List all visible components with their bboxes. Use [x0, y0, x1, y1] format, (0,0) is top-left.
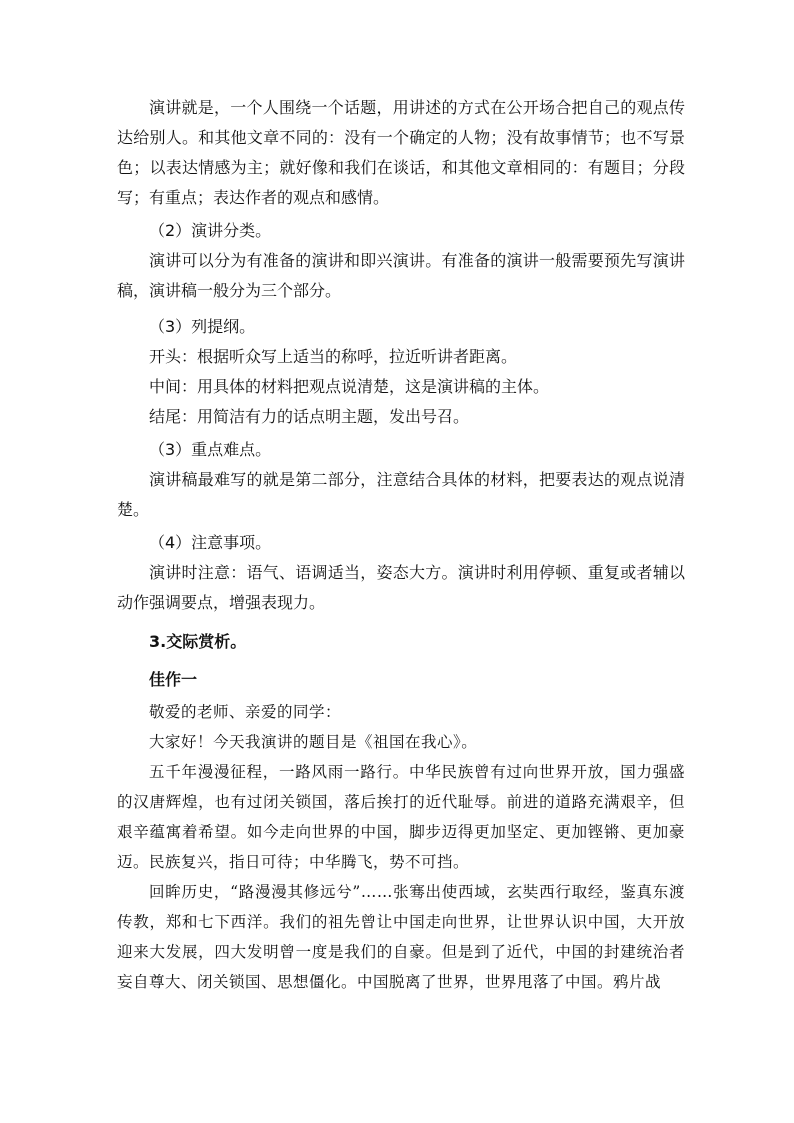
classify-paragraph: 演讲可以分为有准备的演讲和即兴演讲。有准备的演讲一般需要预先写演讲稿，演讲稿一般分为三个部分。 — [117, 251, 685, 300]
section-title-classify: （2）演讲分类。 — [149, 221, 272, 240]
outline-middle: 中间：用具体的材料把观点说清楚，这是演讲稿的主体。 — [149, 377, 550, 396]
notes-paragraph: 演讲时注意：语气、语调适当，姿态大方。演讲时利用停顿、重复或者辅以动作强调要点，增强表现力。 — [117, 563, 685, 612]
speech-definition-paragraph: 演讲就是，一个人围绕一个话题，用讲述的方式在公开场合把自己的观点传达给别人。和其他文章不同的：没有一个确定的人物；没有故事情节；也不写景色；以表达情感为主；就好像和我们在谈话，和其他文章相同的：有题目；分段写；有重点；表达作者的观点和感情。 — [117, 98, 685, 207]
difficulty-paragraph: 演讲稿最难写的就是第二部分，注意结合具体的材料，把要表达的观点说清楚。 — [117, 470, 685, 519]
essay-paragraph-2: 回眸历史，“路漫漫其修远兮”……张骞出使西域，玄奘西行取经，鉴真东渡传教，郑和七下西洋。我们的祖先曾让中国走向世界，让世界认识中国，大开放迎来大发展，四大发明曾一度是我们的自豪。但是到了近代，中国的封建统治者妄自尊大、闭关锁国、思想僵化。中国脱离了世界，世界甩落了中国。鸦片战 — [117, 883, 685, 991]
essay-greeting: 大家好！今天我演讲的题目是《祖国在我心》。 — [149, 733, 478, 751]
essay-paragraph-1: 五千年漫漫征程，一路风雨一路行。中华民族曾有过向世界开放，国力强盛的汉唐辉煌，也有过闭关锁国，落后挨打的近代耻辱。前进的道路充满艰辛，但艰辛蕴寓着希望。如今走向世界的中国，脚步迈得更加坚定、更加铿锵、更加豪迈。民族复兴，指日可待；中华腾飞，势不可挡。 — [117, 763, 685, 871]
appreciation-heading: 3.交际赏析。 — [149, 632, 247, 651]
section-title-notes: （4）注意事项。 — [149, 533, 272, 552]
intro-block — [117, 93, 685, 213]
appreciation-heading-block — [117, 627, 685, 657]
section-difficulty — [117, 435, 685, 525]
outline-opening: 开头：根据听众写上适当的称呼，拉近听讲者距离。 — [149, 347, 518, 366]
sample-subheading-block — [117, 665, 685, 695]
outline-ending: 结尾：用简洁有力的话点明主题，发出号召。 — [149, 407, 470, 426]
sample-essay — [117, 697, 685, 997]
section-title-outline: （3）列提纲。 — [149, 317, 256, 336]
section-outline — [117, 312, 685, 432]
section-classify — [117, 216, 685, 306]
sample-subheading: 佳作一 — [149, 670, 198, 689]
essay-salutation: 敬爱的老师、亲爱的同学： — [149, 703, 342, 721]
section-title-difficulty: （3）重点难点。 — [149, 440, 272, 459]
section-notes — [117, 528, 685, 618]
